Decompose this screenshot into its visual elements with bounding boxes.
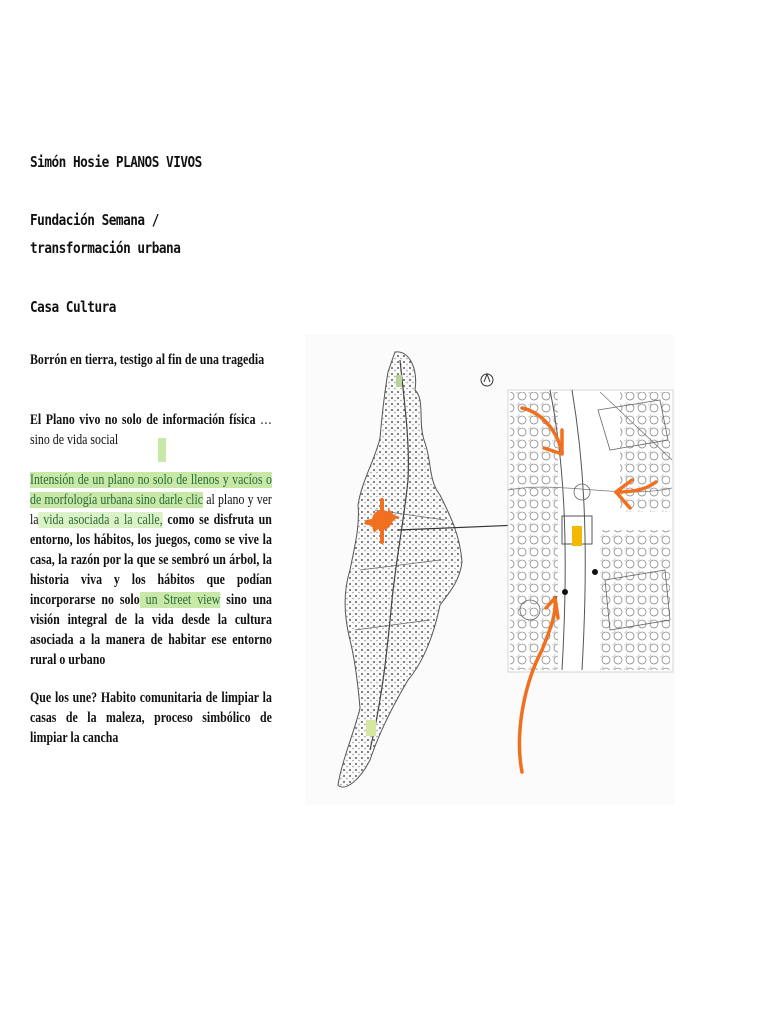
site-map-illustration xyxy=(300,330,680,810)
plano-vivo-continuation: … sino de vida social xyxy=(30,412,272,448)
organization-line: Fundación Semana / xyxy=(30,211,159,229)
highlight-intension: Intensión de un plano no solo de llenos y vacíos o de morfología urbana sino darle clic xyxy=(30,472,272,508)
paragraph-intension xyxy=(30,470,272,670)
highlight-marker xyxy=(158,438,166,462)
green-area-patch-lower xyxy=(366,720,376,736)
highlight-vida-calle: vida asociada a la calle, xyxy=(38,512,163,528)
text-al-plano: al plano y ver la xyxy=(30,492,272,528)
paragraph-plano-vivo xyxy=(30,410,272,450)
section-title: Casa Cultura xyxy=(30,298,116,316)
highlight-street-view: un Street view xyxy=(139,592,221,608)
green-area-patch xyxy=(396,375,402,387)
detail-site-plan xyxy=(508,390,673,672)
site-map-figure xyxy=(300,330,680,810)
text-entorno: como se disfruta un entorno, los hábitos, los juegos, como se vive la casa, la razón por la que se sembró un árbol, la historia viva y los hábitos que podían incorporarse no solo xyxy=(30,512,272,608)
paragraph-tragedia: Borrón en tierra, testigo al fin de una tragedia xyxy=(30,352,265,368)
author-title: Simón Hosie PLANOS VIVOS xyxy=(30,153,202,171)
casa-cultura-highlight xyxy=(572,526,582,546)
paragraph-que-los-une: Que los une? Habito comunitaria de limpiar la casas de la maleza, proceso simbólico de limpiar la cancha xyxy=(30,690,272,746)
plano-vivo-text: El Plano vivo no solo de información física xyxy=(30,412,256,428)
text-vision-integral: sino una visión integral de la vida desde la cultura asociada a la manera de habitar ese entorno rural o urbano xyxy=(30,592,272,668)
subtitle-line: transformación urbana xyxy=(30,239,181,257)
